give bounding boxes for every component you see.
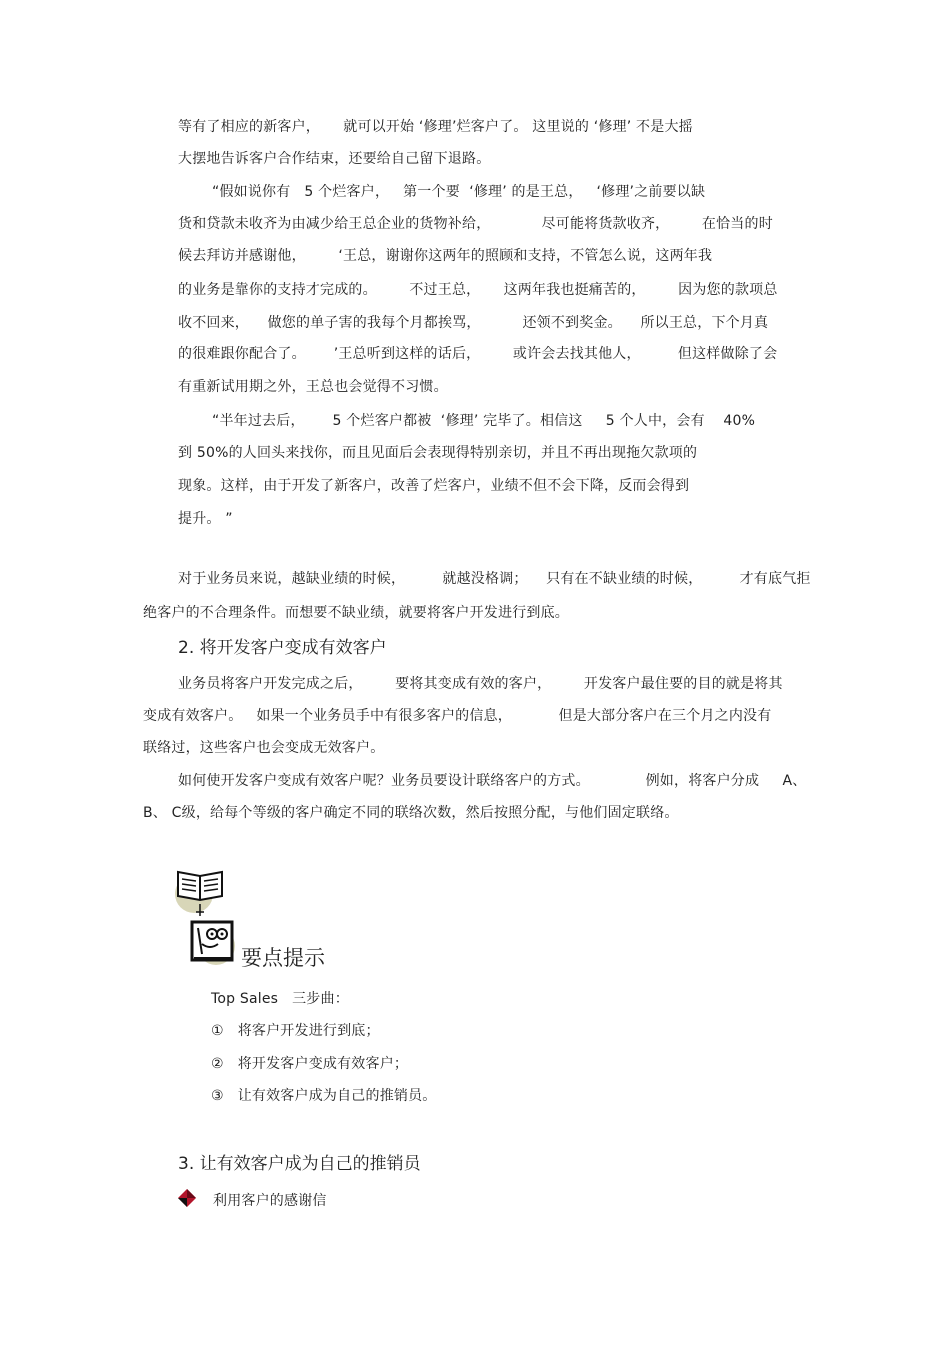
tips-item-1: ① 将客户开发进行到底； bbox=[211, 1023, 380, 1039]
para2-line-4: 的业务是靠你的支持才完成的。 不过王总， 这两年我也挺痛苦的， 因为您的款项总 bbox=[178, 282, 778, 298]
para6-line-1: 如何使开发客户变成有效客户呢？业务员要设计联络客户的方式。 例如，将客户分成 A、 bbox=[178, 773, 807, 789]
tips-item-3: ③ 让有效客户成为自己的推销员。 bbox=[211, 1088, 437, 1104]
para2-line-6: 的很难跟你配合了。 ’王总听到这样的话后， 或许会去找其他人， 但这样做除了会 bbox=[178, 346, 778, 362]
para1-line-2: 大摆地告诉客户合作结束，还要给自己留下退路。 bbox=[178, 151, 491, 167]
para3-line-1: “半年过去后， 5 个烂客户都被 ‘修理’ 完毕了。相信这 5 个人中，会有 40% bbox=[212, 413, 756, 429]
para2-line-5: 收不回来， 做您的单子害的我每个月都挨骂， 还领不到奖金。 所以王总，下个月真 bbox=[178, 315, 769, 331]
para2-line-1: “假如说你有 5 个烂客户， 第一个要 ‘修理’ 的是王总， ‘修理’之前要以缺 bbox=[212, 184, 706, 200]
para4-line-1: 对于业务员来说，越缺业绩的时候， 就越没格调； 只有在不缺业绩的时候， 才有底气拒 bbox=[178, 571, 811, 587]
para3-line-3: 现象。这样，由于开发了新客户，改善了烂客户，业绩不但不会下降，反而会得到 bbox=[178, 478, 690, 494]
para1-line-1: 等有了相应的新客户， 就可以开始 ‘修理’烂客户了。 这里说的 ‘修理’ 不是大摇 bbox=[178, 119, 693, 135]
para4-line-2: 绝客户的不合理条件。而想要不缺业绩，就要将客户开发进行到底。 bbox=[143, 605, 569, 621]
para3-line-4: 提升。 ” bbox=[178, 511, 233, 527]
tips-intro: Top Sales 三步曲： bbox=[211, 991, 349, 1007]
para2-line-7: 有重新试用期之外，王总也会觉得不习惯。 bbox=[178, 379, 448, 395]
para5-line-2: 变成有效客户。 如果一个业务员手中有很多客户的信息， 但是大部分客户在三个月之内没有 bbox=[143, 708, 772, 724]
book-and-notepad-icon bbox=[172, 866, 242, 966]
para5-line-3: 联络过，这些客户也会变成无效客户。 bbox=[143, 740, 385, 756]
para3-line-2: 到 50%的人回头来找你，而且见面后会表现得特别亲切，并且不再出现拖欠款项的 bbox=[178, 445, 698, 461]
tips-item-2: ② 将开发客户变成有效客户； bbox=[211, 1056, 409, 1072]
para2-line-3: 候去拜访并感谢他， ‘王总，谢谢你这两年的照顾和支持，不管怎么说，这两年我 bbox=[178, 248, 713, 264]
para2-line-2: 货和贷款未收齐为由减少给王总企业的货物补给， 尽可能将货款收齐， 在恰当的时 bbox=[178, 216, 773, 232]
section-3-heading: 3. 让有效客户成为自己的推销员 bbox=[178, 1154, 421, 1174]
tips-title: 要点提示 bbox=[241, 946, 325, 970]
section-2-heading: 2. 将开发客户变成有效客户 bbox=[178, 638, 387, 658]
diamond-bullet-icon bbox=[177, 1188, 197, 1208]
bullet-item-thank-you-letter: 利用客户的感谢信 bbox=[213, 1193, 327, 1209]
para5-line-1: 业务员将客户开发完成之后， 要将其变成有效的客户， 开发客户最住要的目的就是将其 bbox=[178, 676, 783, 692]
para6-line-2: B、 C级，给每个等级的客户确定不同的联络次数，然后按照分配，与他们固定联络。 bbox=[143, 805, 679, 821]
